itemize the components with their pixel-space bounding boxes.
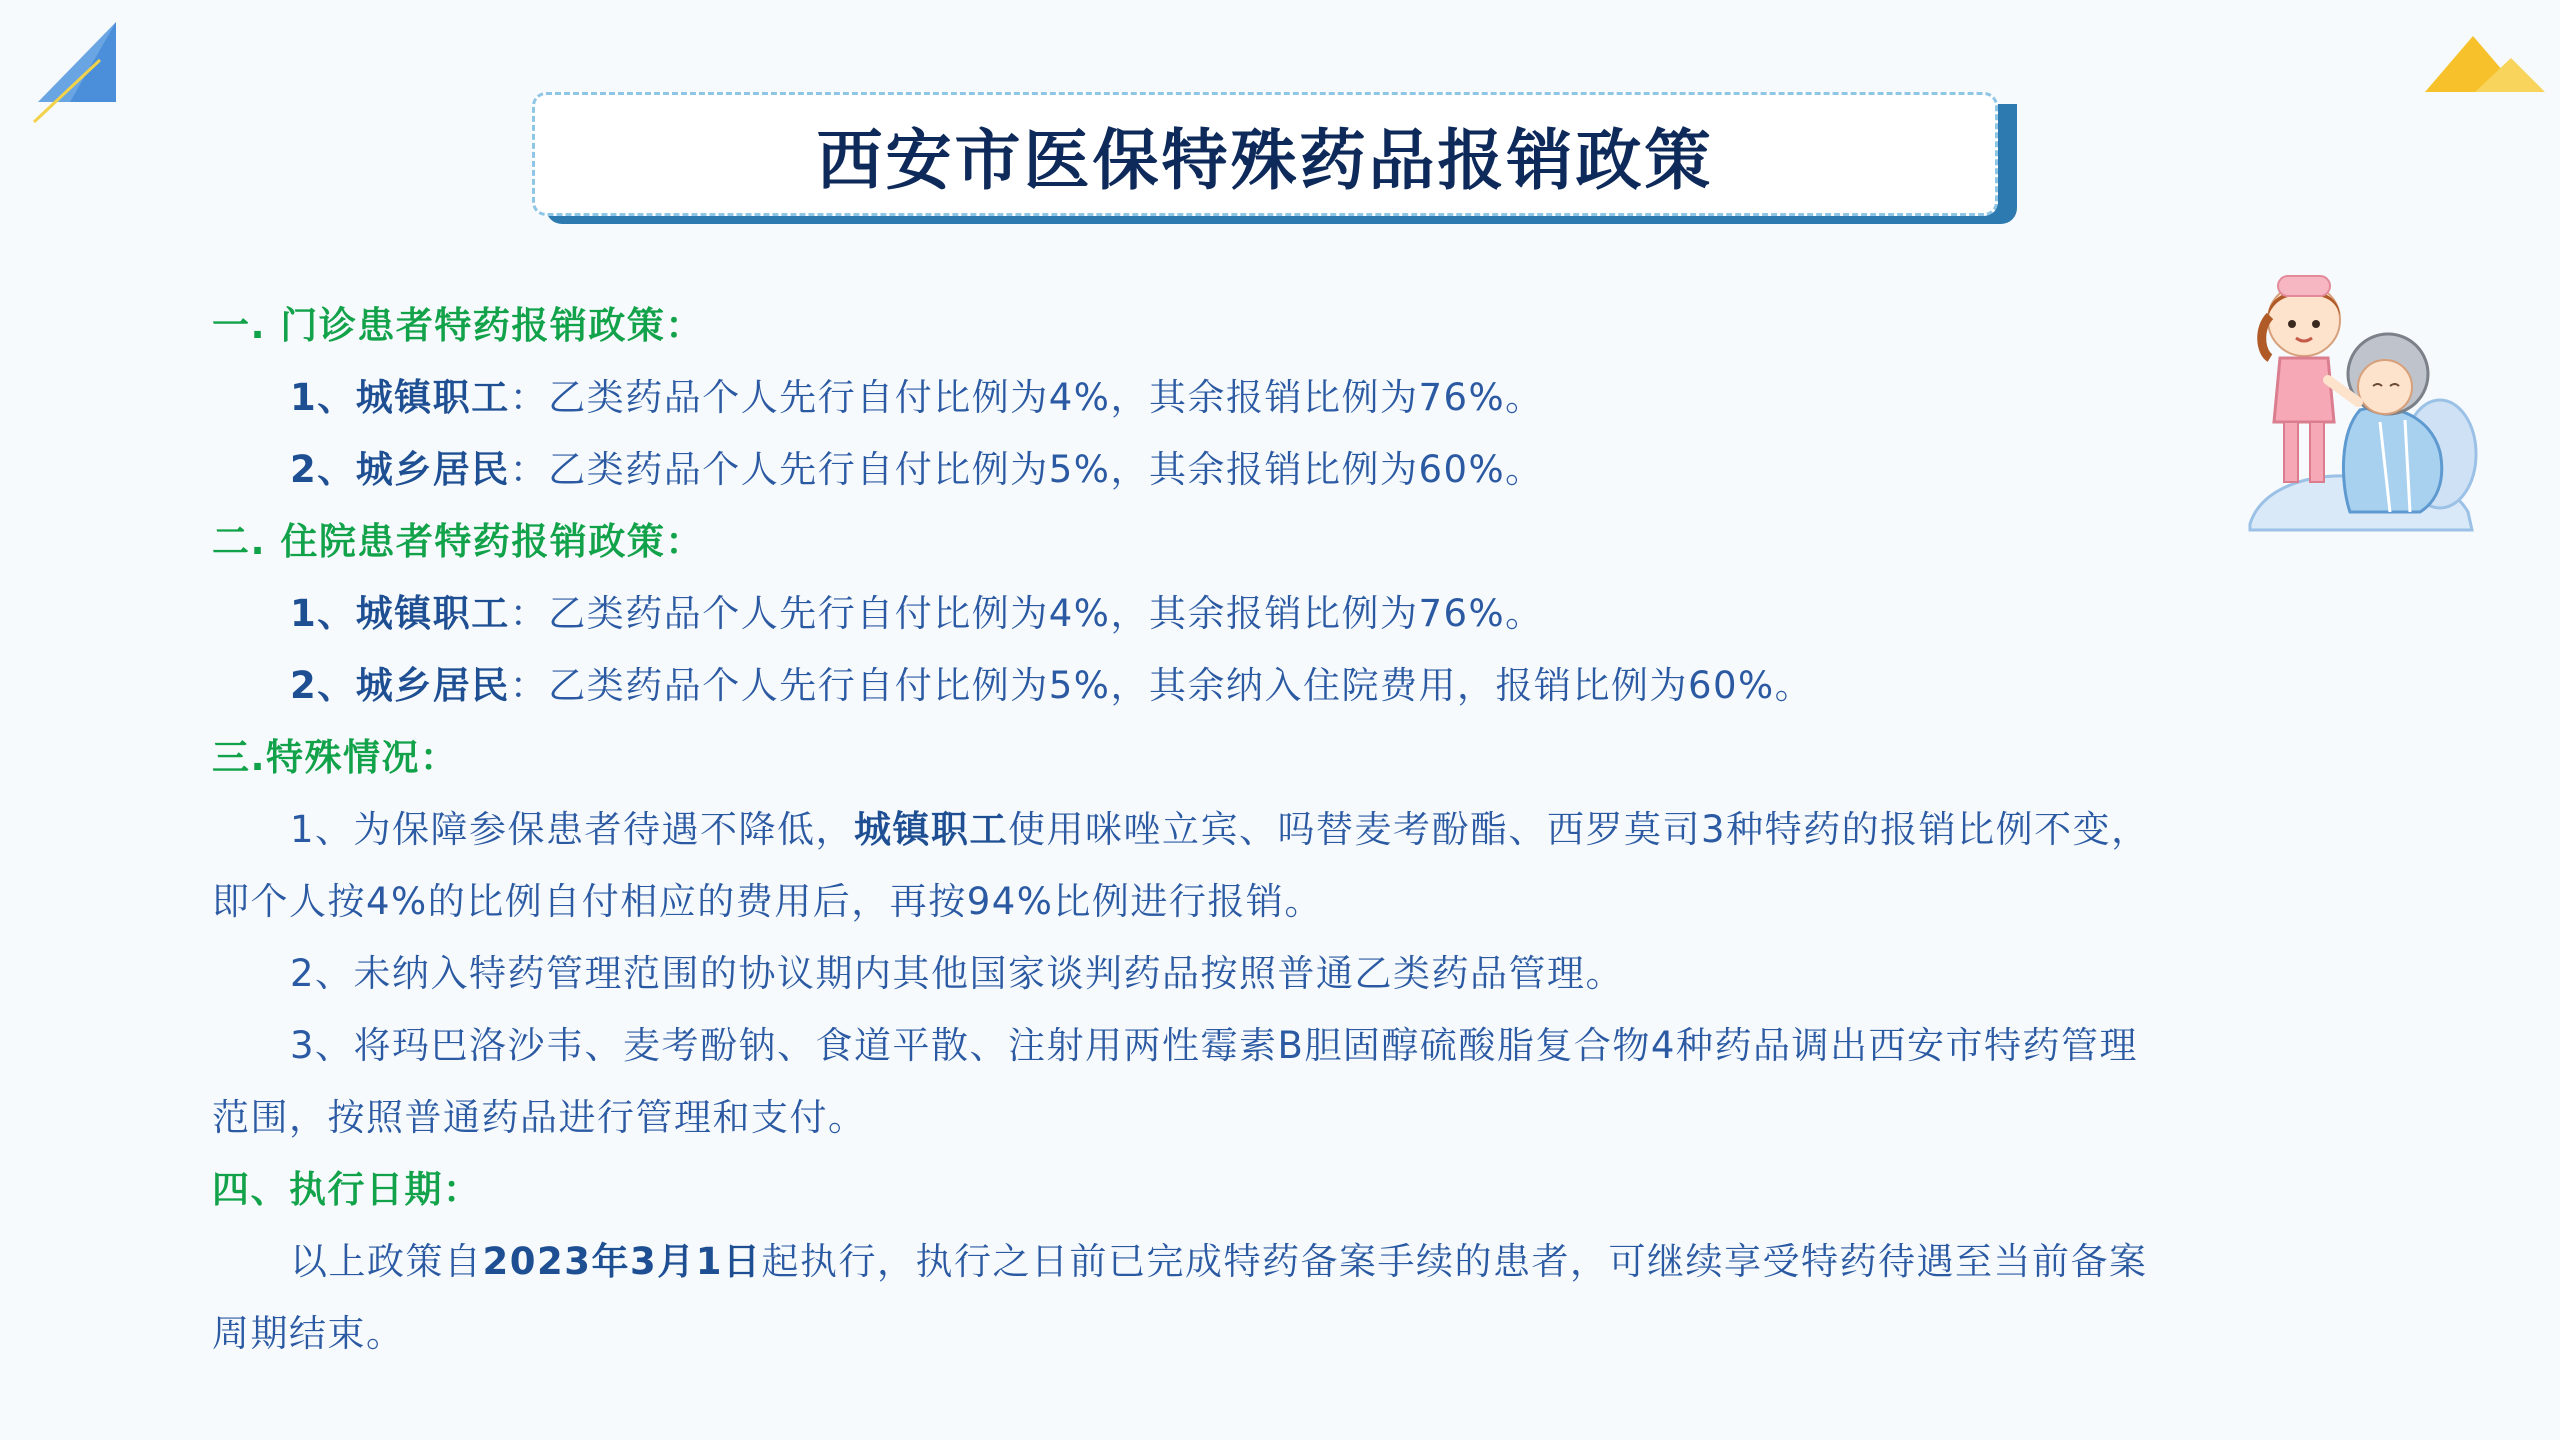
blue-triangle-decoration [30, 20, 120, 125]
title-box [532, 92, 1998, 216]
paragraph-text: 1、为保障参保患者待遇不降低， [290, 808, 855, 851]
inpatient-item-urban-rural-resident [212, 650, 2362, 722]
item-text: ：乙类药品个人先行自付比例为5%，其余纳入住院费用，报销比例为60%。 [509, 664, 1814, 707]
outpatient-item-urban-employee [212, 362, 2362, 434]
paragraph-bold-text: 城镇职工 [854, 808, 1009, 851]
item-label: 1、城镇职工 [290, 592, 510, 635]
item-text: ：乙类药品个人先行自付比例为4%，其余报销比例为76%。 [509, 376, 1544, 419]
item-label: 2、城乡居民 [290, 664, 510, 707]
section-heading-outpatient: 一. 门诊患者特药报销政策： [212, 304, 704, 347]
title-banner [532, 92, 2017, 230]
effective-date-line-1 [212, 1226, 2362, 1298]
outpatient-item-urban-rural-resident [212, 434, 2362, 506]
section-heading-special: 三.特殊情况： [212, 736, 459, 779]
effective-date-line-2: 周期结束。 [212, 1312, 405, 1355]
item-label: 2、城乡居民 [290, 448, 510, 491]
effective-date: 2023年3月1日 [482, 1240, 762, 1283]
special-paragraph-3-line-2: 范围，按照普通药品进行管理和支付。 [212, 1096, 867, 1139]
section-heading-effective-date: 四、执行日期： [212, 1168, 482, 1211]
yellow-mountain-decoration [2425, 30, 2545, 95]
item-text: ：乙类药品个人先行自付比例为5%，其余报销比例为60%。 [509, 448, 1544, 491]
paragraph-text: 以上政策自 [290, 1240, 483, 1283]
special-paragraph-1-line-2: 即个人按4%的比例自付相应的费用后，再按94%比例进行报销。 [212, 880, 1323, 923]
special-paragraph-2: 2、未纳入特药管理范围的协议期内其他国家谈判药品按照普通乙类药品管理。 [290, 952, 1625, 995]
policy-content [212, 290, 2362, 1370]
special-paragraph-1-line-1 [212, 794, 2362, 866]
section-heading-inpatient: 二. 住院患者特药报销政策： [212, 520, 704, 563]
paragraph-text: 使用咪唑立宾、吗替麦考酚酯、西罗莫司3种特药的报销比例不变， [1008, 808, 2150, 851]
special-paragraph-3-line-1: 3、将玛巴洛沙韦、麦考酚钠、食道平散、注射用两性霉素B胆固醇硫酸脂复合物4种药品调出西安市特药管理 [290, 1024, 2138, 1067]
item-text: ：乙类药品个人先行自付比例为4%，其余报销比例为76%。 [509, 592, 1544, 635]
item-label: 1、城镇职工 [290, 376, 510, 419]
page-title: 西安市医保特殊药品报销政策 [816, 121, 1714, 199]
paragraph-text: 起执行，执行之日前已完成特药备案手续的患者，可继续享受特药待遇至当前备案 [761, 1240, 2148, 1283]
inpatient-item-urban-employee [212, 578, 2362, 650]
